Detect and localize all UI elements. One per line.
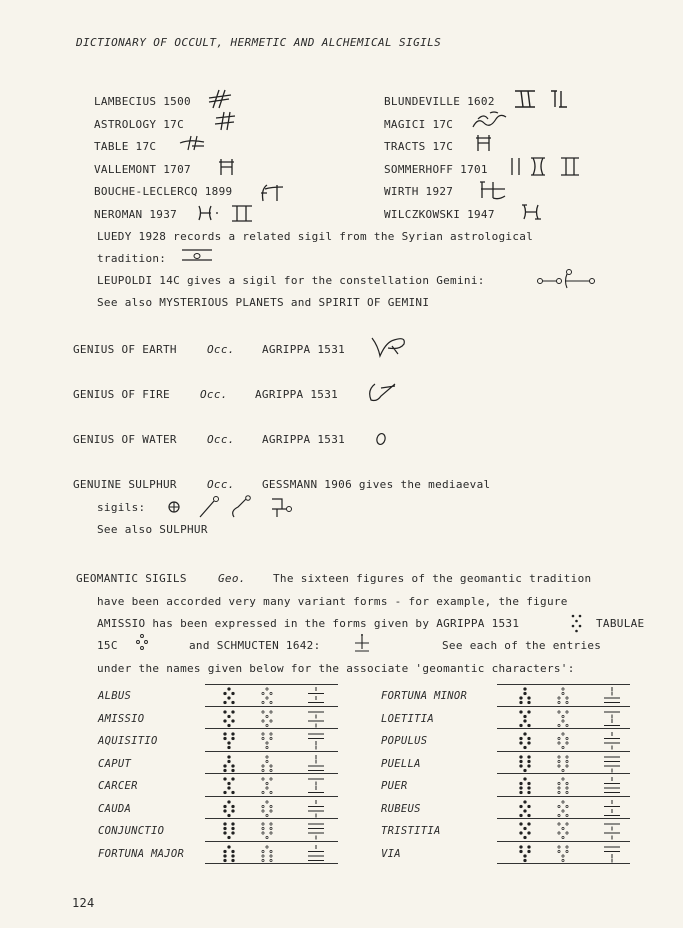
geomantic-name-right: POPULUS [381, 735, 428, 747]
geomantic-name-left: CAPUT [98, 757, 132, 770]
table-rule [497, 818, 630, 819]
table-rule [205, 751, 338, 752]
table-rule-top [205, 684, 338, 685]
sigil-leupoldi-icon [536, 268, 598, 290]
genius-earth-tag: Occ. [207, 343, 235, 356]
sigil-table-icon [178, 134, 206, 152]
geomantic-name-left: AMISSIO [98, 712, 145, 725]
geomantic-figure-icon [508, 776, 628, 796]
genuine-sulphur-tag: Occ. [207, 478, 235, 491]
sigil-sommerhoff-icon [509, 155, 585, 177]
table-rule [205, 841, 338, 842]
genius-water-term: GENIUS OF WATER [73, 433, 177, 446]
geomantic-line-3: AMISSIO has been expressed in the forms given by AGRIPPA 1531 [97, 617, 520, 630]
geomantic-line-3b: TABULAE [596, 617, 645, 630]
sigil-luedy-icon [180, 246, 216, 264]
table-rule [497, 728, 630, 729]
luedy-line-2: tradition: [97, 252, 167, 265]
table-rule [205, 728, 338, 729]
geomantic-figure-icon [508, 754, 628, 774]
amissio-agrippa-icon [568, 613, 586, 633]
geomantic-name-right: PUELLA [381, 757, 421, 770]
entry-neroman: NEROMAN 1937 [94, 208, 178, 221]
table-rule [497, 863, 630, 864]
entry-blundeville: BLUNDEVILLE 1602 [384, 95, 495, 108]
sigil-vallemont-icon [218, 157, 236, 177]
geomantic-name-left: CARCER [98, 780, 138, 792]
geomantic-line-2: have been accorded very many variant forms - for example, the figure [97, 595, 568, 608]
geomantic-name-right: TRISTITIA [381, 825, 441, 837]
genius-water-tag: Occ. [207, 433, 235, 446]
geomantic-name-right: LOETITIA [381, 712, 434, 725]
genuine-sulphur-text: GESSMANN 1906 gives the mediaeval [262, 478, 491, 491]
geomantic-figure-icon [508, 799, 628, 819]
see-also-gemini: See also MYSTERIOUS PLANETS and SPIRIT OF GEMINI [97, 296, 430, 309]
geomantic-figure-icon [212, 821, 332, 841]
geomantic-name-left: ALBUS [98, 690, 132, 702]
table-rule [205, 706, 338, 707]
geomantic-line-4a: 15C [97, 639, 118, 652]
entry-sommerhoff: SOMMERHOFF 1701 [384, 163, 488, 176]
entry-table: TABLE 17C [94, 140, 157, 153]
geomantic-line-4b: and SCHMUCTEN 1642: [189, 639, 321, 652]
entry-vallemont: VALLEMONT 1707 [94, 163, 191, 176]
genuine-sulphur-term: GENUINE SULPHUR [73, 478, 177, 491]
table-rule [205, 818, 338, 819]
geomantic-name-right: FORTUNA MINOR [381, 690, 468, 702]
geomantic-term: GEOMANTIC SIGILS [76, 572, 187, 585]
table-rule-top [497, 684, 630, 685]
geomantic-line-1: The sixteen figures of the geomantic tradition [273, 572, 592, 585]
table-rule [205, 796, 338, 797]
geomantic-figure-icon [212, 844, 332, 864]
geomantic-name-right: RUBEUS [381, 802, 421, 815]
see-also-sulphur: See also SULPHUR [97, 523, 208, 536]
geomantic-tag: Geo. [218, 572, 246, 585]
sigil-neroman-icon [196, 202, 258, 224]
genius-water-source: AGRIPPA 1531 [262, 433, 346, 446]
geomantic-name-left: FORTUNA MAJOR [98, 847, 185, 860]
geomantic-figure-icon [212, 709, 332, 729]
geomantic-figure-icon [508, 821, 628, 841]
sigil-bouche-leclercq-icon [259, 179, 285, 203]
geomantic-figure-icon [212, 686, 332, 706]
geomantic-name-left: AQUISITIO [98, 735, 158, 747]
genius-earth-term: GENIUS OF EARTH [73, 343, 177, 356]
geomantic-name-right: PUER [381, 780, 408, 792]
sigil-astrology-icon [213, 110, 237, 132]
amissio-tabulae-icon [134, 633, 150, 653]
page-number: 124 [72, 896, 95, 910]
entry-wilczkowski: WILCZKOWSKI 1947 [384, 208, 495, 221]
table-rule [497, 706, 630, 707]
sigil-wirth-icon [479, 178, 507, 200]
sigil-wilczkowski-icon [521, 202, 543, 222]
sigils-label: sigils: [97, 501, 146, 514]
sigil-genius-water-icon [374, 431, 388, 447]
geomantic-figure-icon [212, 799, 332, 819]
geomantic-line-4c: See each of the entries [442, 639, 602, 652]
leupoldi-text: LEUPOLDI 14C gives a sigil for the constellation Gemini: [97, 274, 485, 287]
entry-bouche-leclercq: BOUCHE-LECLERCQ 1899 [94, 185, 233, 198]
genius-fire-source: AGRIPPA 1531 [255, 388, 339, 401]
geomantic-figure-icon [508, 844, 628, 864]
genius-fire-term: GENIUS OF FIRE [73, 388, 170, 401]
entry-lambecius: LAMBECIUS 1500 [94, 95, 191, 108]
sigil-genius-fire-icon [365, 380, 401, 404]
table-rule [497, 841, 630, 842]
genius-fire-tag: Occ. [200, 388, 228, 401]
sigils-sulphur-icon [164, 495, 304, 521]
geomantic-figure-icon [508, 686, 628, 706]
geomantic-name-left: CONJUNCTIO [98, 825, 165, 837]
geomantic-figure-icon [212, 754, 332, 774]
table-rule [497, 751, 630, 752]
geomantic-name-right: VIA [381, 847, 401, 860]
geomantic-figure-icon [508, 709, 628, 729]
geomantic-line-5: under the names given below for the associate 'geomantic characters': [97, 662, 575, 675]
table-rule [497, 773, 630, 774]
entry-magici: MAGICI 17C [384, 118, 454, 131]
entry-tracts: TRACTS 17C [384, 140, 454, 153]
sigil-tracts-icon [475, 133, 493, 153]
sigil-blundeville-icon [513, 88, 575, 110]
geomantic-name-left: CAUDA [98, 802, 132, 815]
table-rule [497, 796, 630, 797]
sigil-genius-earth-icon [370, 334, 410, 358]
running-header: DICTIONARY OF OCCULT, HERMETIC AND ALCHEMICAL SIGILS [76, 36, 442, 49]
amissio-schmucten-icon [351, 633, 373, 655]
genius-earth-source: AGRIPPA 1531 [262, 343, 346, 356]
table-rule [205, 773, 338, 774]
sigil-lambecius-icon [205, 88, 235, 110]
geomantic-figure-icon [212, 731, 332, 751]
entry-astrology: ASTROLOGY 17C [94, 118, 184, 131]
entry-wirth: WIRTH 1927 [384, 185, 454, 198]
sigil-magici-icon [470, 109, 510, 131]
luedy-line-1: LUEDY 1928 records a related sigil from the Syrian astrological [97, 230, 534, 243]
geomantic-figure-icon [212, 776, 332, 796]
table-rule [205, 863, 338, 864]
geomantic-figure-icon [508, 731, 628, 751]
